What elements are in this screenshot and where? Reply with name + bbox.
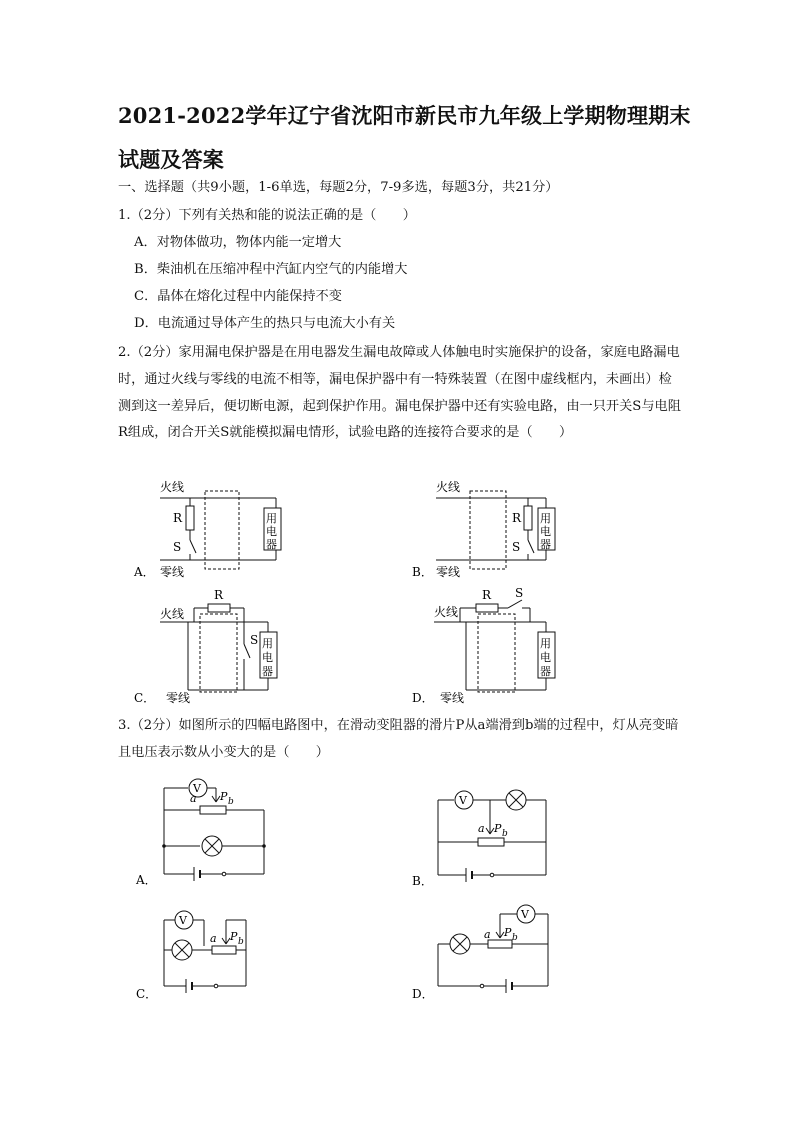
svg-text:S: S bbox=[250, 633, 259, 647]
rheostat bbox=[200, 806, 226, 814]
svg-text:B．: B． bbox=[412, 874, 433, 888]
svg-text:用: 用 bbox=[262, 637, 273, 650]
q3-figure-d bbox=[408, 900, 568, 1004]
svg-text:P: P bbox=[504, 926, 512, 939]
q1-option-b[interactable]: B．柴油机在压缩冲程中汽缸内空气的内能增大 bbox=[134, 262, 408, 277]
switch-s bbox=[190, 540, 196, 553]
svg-text:器: 器 bbox=[262, 665, 273, 678]
svg-text:火线: 火线 bbox=[160, 607, 185, 621]
svg-text:b: b bbox=[238, 937, 244, 947]
svg-text:a: a bbox=[478, 822, 485, 835]
svg-text:S: S bbox=[512, 540, 521, 554]
q3-figure-b bbox=[408, 780, 558, 892]
svg-text:a: a bbox=[484, 928, 491, 941]
svg-text:用: 用 bbox=[540, 512, 551, 525]
q3-figure-a bbox=[130, 766, 280, 892]
resistor-label: R bbox=[173, 511, 183, 525]
svg-text:b: b bbox=[502, 829, 508, 839]
svg-text:器: 器 bbox=[540, 538, 551, 551]
q1-option-a[interactable]: A．对物体做功，物体内能一定增大 bbox=[134, 235, 342, 250]
q1-stem: 1.（2分）下列有关热和能的说法正确的是（ ） bbox=[118, 208, 416, 223]
svg-text:电: 电 bbox=[266, 525, 277, 538]
svg-text:用: 用 bbox=[540, 637, 551, 650]
page-title: 2021-2022学年辽宁省沈阳市新民市九年级上学期物理期末试题及答案 bbox=[118, 103, 691, 172]
svg-text:V: V bbox=[193, 782, 201, 795]
q2-figure-c bbox=[130, 586, 290, 708]
section-heading: 一、选择题（共9小题，1-6单选，每题2分，7-9多选，每题3分，共21分） bbox=[118, 180, 559, 195]
q2-figure-d bbox=[408, 586, 568, 708]
svg-text:S: S bbox=[515, 586, 524, 600]
svg-text:R: R bbox=[214, 588, 224, 602]
svg-text:R: R bbox=[482, 588, 492, 602]
q3-stem: 3.（2分）如图所示的四幅电路图中，在滑动变阻器的滑片P从a端滑到b端的过程中，灯从亮变暗且电压表示数从小变大的是（ ） bbox=[118, 718, 679, 760]
svg-text:零线: 零线 bbox=[436, 565, 461, 579]
svg-text:火线: 火线 bbox=[434, 605, 459, 619]
q1-option-d[interactable]: D．电流通过导体产生的热只与电流大小有关 bbox=[134, 316, 396, 331]
svg-text:V: V bbox=[521, 908, 529, 921]
q3-figure-c bbox=[130, 904, 280, 1004]
zero-wire-label: 零线 bbox=[160, 565, 185, 579]
svg-text:器: 器 bbox=[540, 665, 551, 678]
svg-text:b: b bbox=[512, 933, 518, 943]
svg-text:D．: D． bbox=[412, 987, 434, 1001]
switch-label: S bbox=[173, 540, 182, 554]
svg-text:用: 用 bbox=[266, 512, 277, 525]
svg-text:P: P bbox=[494, 822, 502, 835]
q1-option-c[interactable]: C．晶体在熔化过程中内能保持不变 bbox=[134, 289, 342, 304]
q2-figure-b bbox=[408, 476, 568, 586]
svg-text:P: P bbox=[220, 790, 228, 803]
svg-text:B．: B． bbox=[412, 565, 433, 579]
q2-figure-a bbox=[130, 476, 290, 586]
svg-text:a: a bbox=[190, 792, 197, 805]
svg-text:a: a bbox=[210, 932, 217, 945]
svg-text:电: 电 bbox=[262, 651, 273, 664]
option-label: A． bbox=[134, 565, 155, 579]
svg-text:火线: 火线 bbox=[436, 480, 461, 494]
svg-text:电: 电 bbox=[540, 651, 551, 664]
svg-text:C．: C． bbox=[136, 987, 158, 1001]
svg-text:零线: 零线 bbox=[440, 691, 465, 705]
svg-text:b: b bbox=[228, 797, 234, 807]
svg-text:V: V bbox=[459, 794, 467, 807]
svg-text:A．: A． bbox=[136, 873, 157, 887]
q2-stem: 2.（2分）家用漏电保护器是在用电器发生漏电故障或人体触电时实施保护的设备，家庭电路漏电时，通过火线与零线的电流不相等，漏电保护器中有一特殊装置（在图中虚线框内，未画出）检测到这一差异后，便切断电源，起到保护作用。漏电保护器中还有实验电路，由一只开关S与电阻R组成，闭合开关S就能模拟漏电情形，试验电路的连接符合要求的是（ ） bbox=[118, 345, 681, 441]
fire-wire-label: 火线 bbox=[160, 480, 185, 494]
svg-text:C．: C． bbox=[134, 691, 156, 705]
svg-text:V: V bbox=[179, 914, 187, 927]
resistor-r bbox=[186, 506, 194, 530]
svg-text:R: R bbox=[512, 511, 522, 525]
svg-text:电: 电 bbox=[540, 525, 551, 538]
svg-text:器: 器 bbox=[266, 538, 277, 551]
svg-text:P: P bbox=[230, 930, 238, 943]
svg-text:D．: D． bbox=[412, 691, 434, 705]
detector-box bbox=[205, 491, 239, 569]
svg-text:零线: 零线 bbox=[166, 691, 191, 705]
